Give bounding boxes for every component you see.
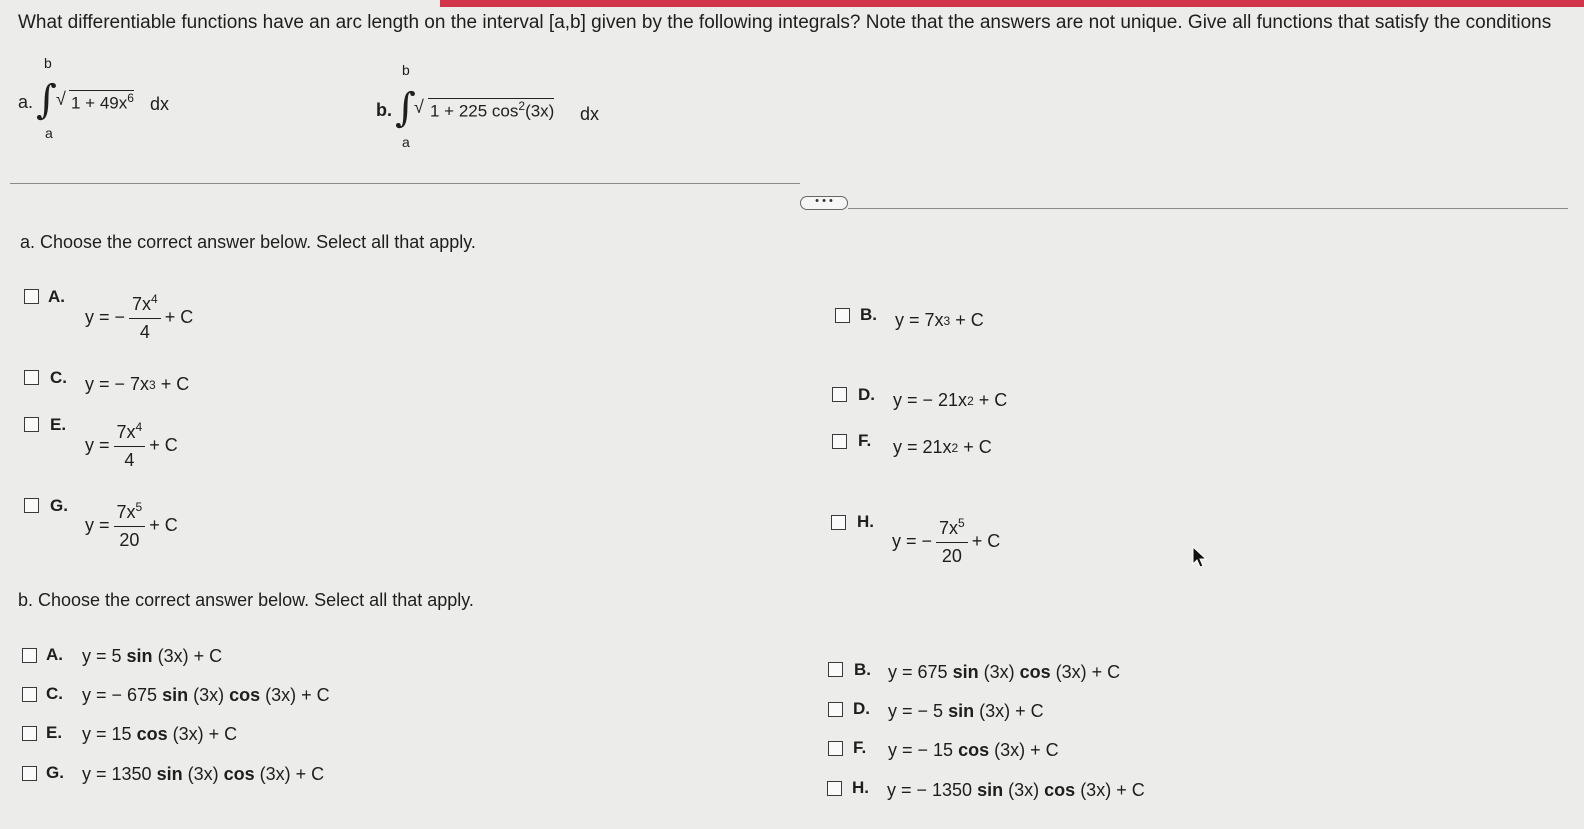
option-letter: A. — [46, 645, 63, 664]
option-formula: y = − $\frac{7x^5}{20}$ + C — [892, 516, 1001, 566]
option-formula: y = 15 cos (3x) + C — [82, 724, 238, 744]
part-a-prompt: a. Choose the correct answer below. Select all that apply. — [20, 232, 476, 252]
sqrt-icon: √ — [414, 97, 424, 117]
option-letter: E. — [50, 415, 67, 434]
checkbox[interactable] — [22, 726, 37, 741]
integral-b-radicand: 1 + 225 $\cos^2(3x)$ — [430, 99, 555, 121]
checkbox[interactable] — [828, 741, 843, 756]
option-formula: y = $\frac{7x^5}{20}$ + C — [85, 500, 178, 550]
checkbox[interactable] — [22, 687, 37, 702]
option-formula: y = 1350 sin (3x) cos (3x) + C — [82, 764, 325, 784]
option-formula: y = $\frac{7x^4}{4}$ + C — [85, 420, 178, 470]
checkbox[interactable] — [22, 648, 37, 663]
integral-a-lower: a — [45, 125, 53, 141]
option-formula: y = − 15 cos (3x) + C — [888, 740, 1059, 760]
integral-b-label: b. — [376, 100, 392, 120]
checkbox[interactable] — [24, 417, 39, 432]
option-letter: B. — [854, 660, 871, 679]
option-letter: B. — [860, 305, 877, 324]
integral-b-dx: dx — [580, 104, 600, 124]
question-text: What differentiable functions have an arc length on the interval [a,b] given by the following integrals? Note that the answers are not unique. Give all functions that satisfy the conditions — [18, 12, 1552, 33]
option-formula: y = − 7x 3 + C — [85, 374, 190, 394]
integral-sign-icon: ∫ — [36, 77, 57, 123]
option-formula: y = − 1350 sin (3x) cos (3x) + C — [887, 780, 1145, 800]
option-formula: y = − $\frac{7x^4}{4}$ + C — [85, 292, 194, 342]
divider-right — [848, 208, 1568, 209]
checkbox[interactable] — [828, 702, 843, 717]
checkbox[interactable] — [832, 387, 847, 402]
top-accent-bar — [440, 0, 1584, 7]
expand-button[interactable]: • • • — [800, 196, 848, 210]
sqrt-icon: √ — [56, 89, 66, 109]
option-letter: A. — [48, 287, 65, 306]
integral-a-dx: dx — [150, 94, 170, 114]
integral-sign-icon: ∫ — [395, 85, 416, 131]
integral-a-radicand: $1 + 49x^6$ — [71, 91, 134, 113]
option-formula: y = 675 sin (3x) cos (3x) + C — [888, 662, 1121, 682]
integral-b-lower: a — [402, 134, 410, 150]
option-formula: y = − 21x 2 + C — [893, 390, 1008, 410]
option-formula: y = 21x 2 + C — [893, 437, 992, 457]
checkbox[interactable] — [832, 434, 847, 449]
checkbox[interactable] — [24, 498, 39, 513]
option-formula: y = − 675 sin (3x) cos (3x) + C — [82, 685, 330, 705]
option-formula: y = − 5 sin (3x) + C — [888, 701, 1044, 721]
option-letter: G. — [46, 763, 64, 782]
checkbox[interactable] — [24, 289, 39, 304]
option-letter: H. — [857, 512, 874, 531]
integral-b-upper: b — [402, 62, 410, 78]
checkbox[interactable] — [827, 781, 842, 796]
checkbox[interactable] — [24, 370, 39, 385]
option-formula: y = 5 sin (3x) + C — [82, 646, 223, 666]
option-letter: F. — [858, 431, 872, 450]
part-b-prompt: b. Choose the correct answer below. Select all that apply. — [18, 590, 474, 610]
mouse-cursor-icon — [1192, 546, 1208, 570]
option-letter: H. — [852, 778, 869, 797]
option-letter: D. — [853, 699, 870, 718]
integral-a-label: a. — [18, 92, 34, 112]
option-formula: y = 7x 3 + C — [895, 310, 984, 330]
option-letter: D. — [858, 385, 875, 404]
option-letter: C. — [46, 684, 63, 703]
option-letter: E. — [46, 723, 63, 742]
integral-a-upper: b — [44, 55, 52, 71]
option-letter: G. — [50, 496, 68, 515]
checkbox[interactable] — [22, 766, 37, 781]
checkbox[interactable] — [828, 662, 843, 677]
option-letter: F. — [853, 738, 867, 757]
divider-left — [10, 183, 800, 184]
checkbox[interactable] — [831, 515, 846, 530]
checkbox[interactable] — [835, 308, 850, 323]
option-letter: C. — [50, 368, 67, 387]
